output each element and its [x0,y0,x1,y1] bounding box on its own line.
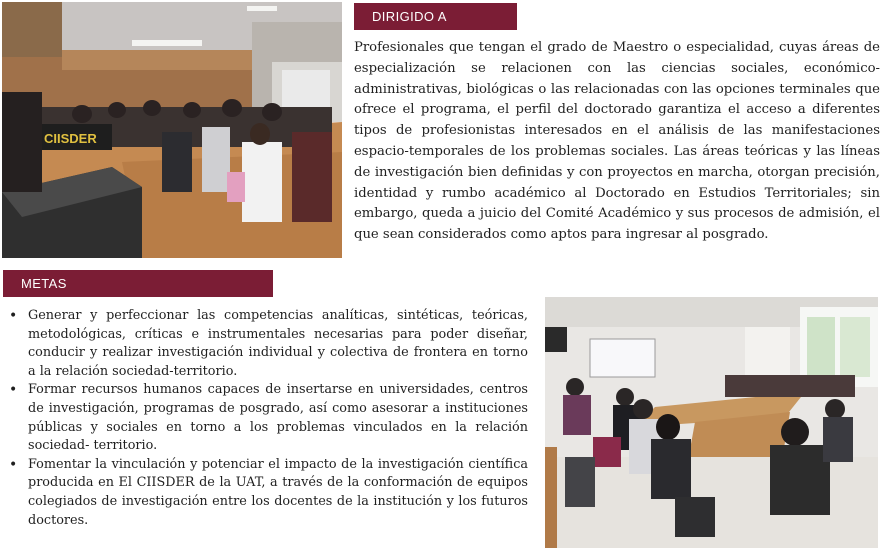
metas-heading: METAS [3,270,273,297]
dirigido-heading: DIRIGIDO A [354,3,517,30]
ciisder-sign: CIISDER [44,131,97,146]
metas-item: • Formar recursos humanos capaces de insertarse en universidades, centros de investigación, programas de posgrado, así como asesorar a instituciones públicas y sociales en torno a los problemas vinculados en la relación sociedad- territorio. [8,381,528,455]
metas-list [8,307,528,530]
seminar-photo [545,297,878,548]
metas-item: • Generar y perfeccionar las competencias analíticas, sintéticas, teóricas, metodológicas, críticas e instrumentales necesarias para poder diseñar, conducir y realizar investigación individual y colectiva de frontera en torno a la relación sociedad-territorio. [8,307,528,381]
dirigido-body: Profesionales que tengan el grado de Maestro o especialidad, cuyas áreas de especialización se relacionen con las ciencias sociales, económico-administrativas, biológicas o las relacionadas con las opciones terminales que ofrece el programa, el perfil del doctorado garantiza el acceso a diferentes tipos de profesionistas interesados en el análisis de las manifestaciones espacio-temporales de los problemas sociales. Las áreas teóricas y las líneas de investigación bien definidas y con proyectos en marcha, otorgan precisión, identidad y rumbo académico al Doctorado en Estudios Territoriales; sin embargo, queda a juicio del Comité Académico y sus procesos de admisión, el que sean considerados como aptos para ingresar al posgrado. [354,40,880,243]
auditorium-photo [2,2,342,258]
metas-item: • Fomentar la vinculación y potenciar el impacto de la investigación científica producida en El CIISDER de la UAT, a través de la conformación de equipos colegiados de investigación entre los docentes de la institución y los futuros doctores. [8,456,528,530]
